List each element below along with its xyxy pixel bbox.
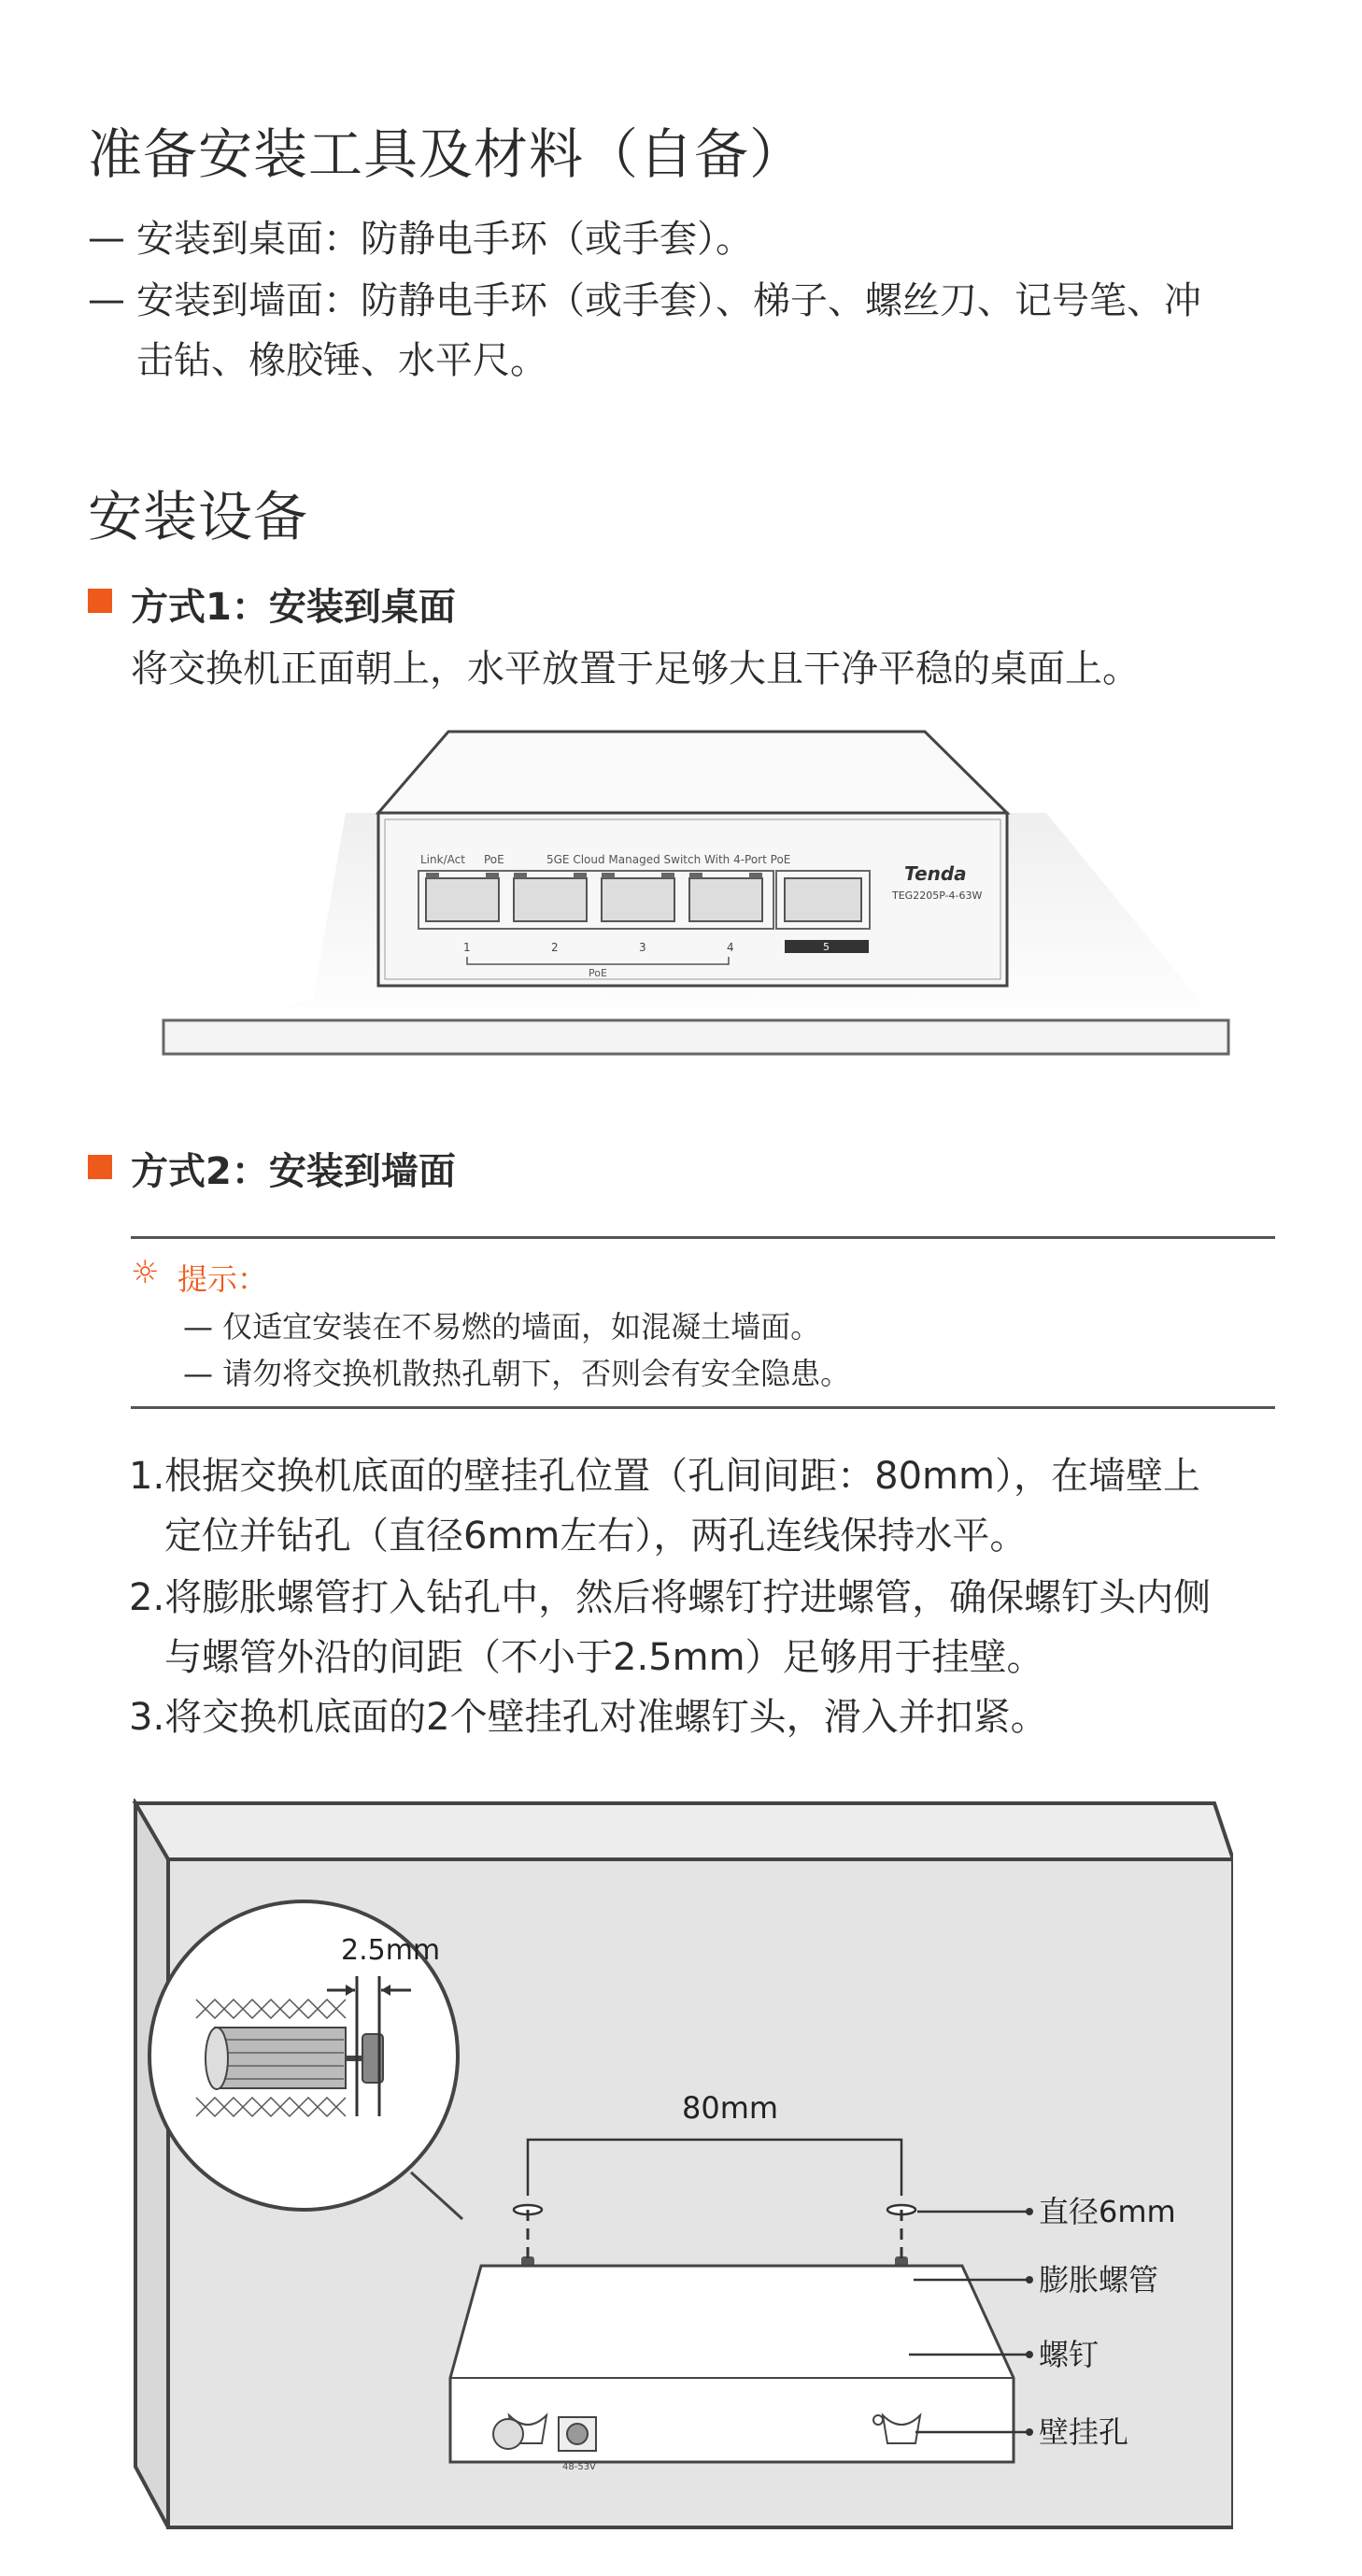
ground-connector (493, 2419, 523, 2449)
section-title-tools: 准备安装工具及材料（自备） (88, 122, 805, 186)
magnifier-detail (149, 1901, 458, 2210)
tip-line-2: — 请勿将交换机散热孔朝下，否则会有安全隐患。 (183, 1356, 851, 1391)
list-dash: — (88, 278, 125, 321)
wall-side (135, 1803, 168, 2527)
port5-label: 5 (823, 941, 830, 953)
tip-label: 提示： (177, 1261, 268, 1297)
model-number: TEG2205P-4-63W (892, 890, 983, 902)
callout-anchor: 膨胀螺管 (1039, 2262, 1159, 2298)
brand-logo: Tenda (904, 862, 967, 885)
gap-label: 2.5mm (341, 1934, 441, 1967)
list-item-wall-cont: 击钻、橡胶锤、水平尺。 (136, 339, 547, 382)
step-1: 1.根据交换机底面的壁挂孔位置（孔间间距：80mm），在墙壁上 (129, 1455, 1200, 1498)
bullet-square (88, 589, 112, 613)
port-num-2: 2 (551, 941, 559, 954)
tip-line-1: — 仅适宜安装在不易燃的墙面，如混凝土墙面。 (183, 1309, 821, 1345)
wall-mount-diagram (131, 1799, 1233, 2537)
callout-diameter: 直径6mm (1039, 2194, 1176, 2229)
list-dash: — (88, 217, 125, 260)
step-2: 2.将膨胀螺管打入钻孔中，然后将螺钉拧进螺管，确保螺钉头内侧 (129, 1576, 1212, 1619)
step-2-cont: 与螺管外沿的间距（不小于2.5mm）足够用于挂壁。 (164, 1636, 1044, 1679)
spacing-label: 80mm (682, 2090, 779, 2126)
callout-wall-hole: 壁挂孔 (1039, 2414, 1129, 2450)
tip-icon: ☼ (131, 1254, 160, 1291)
tip-rule-bottom (131, 1406, 1275, 1409)
port-num-1: 1 (463, 941, 471, 954)
label-linkact: Link/Act (420, 853, 465, 866)
method1-desc: 将交换机正面朝上，水平放置于足够大且干净平稳的桌面上。 (131, 648, 1140, 690)
list-item-desk: 安装到桌面：防静电手环（或手套）。 (136, 218, 753, 261)
bullet-square (88, 1155, 112, 1179)
switch-top (378, 732, 1007, 813)
wall-top (135, 1803, 1233, 1859)
desktop-switch-illustration (149, 719, 1242, 1075)
poe-bracket-label: PoE (589, 967, 607, 979)
port-num-3: 3 (639, 941, 646, 954)
method2-title: 方式2：安装到墙面 (131, 1150, 456, 1193)
table-edge (163, 1020, 1228, 1054)
port-1 (426, 878, 499, 921)
list-item-wall: 安装到墙面：防静电手环（或手套）、梯子、螺丝刀、记号笔、冲 (136, 279, 1201, 322)
port-4 (689, 878, 762, 921)
label-poe: PoE (484, 853, 504, 866)
ports-group (419, 871, 870, 929)
port-2 (514, 878, 587, 921)
section-title-install: 安装设备 (88, 485, 309, 548)
power-port-label: 48-53V (562, 2462, 596, 2472)
step-3: 3.将交换机底面的2个壁挂孔对准螺钉头，滑入并扣紧。 (129, 1696, 1048, 1739)
port-num-4: 4 (727, 941, 734, 954)
port-5 (785, 878, 861, 921)
label-model-desc: 5GE Cloud Managed Switch With 4-Port PoE (546, 853, 791, 866)
port-3 (602, 878, 674, 921)
tip-rule-top (131, 1236, 1275, 1239)
callout-screw: 螺钉 (1039, 2337, 1100, 2372)
step-1-cont: 定位并钻孔（直径6mm左右），两孔连线保持水平。 (164, 1515, 1028, 1558)
method1-title: 方式1：安装到桌面 (131, 586, 456, 629)
